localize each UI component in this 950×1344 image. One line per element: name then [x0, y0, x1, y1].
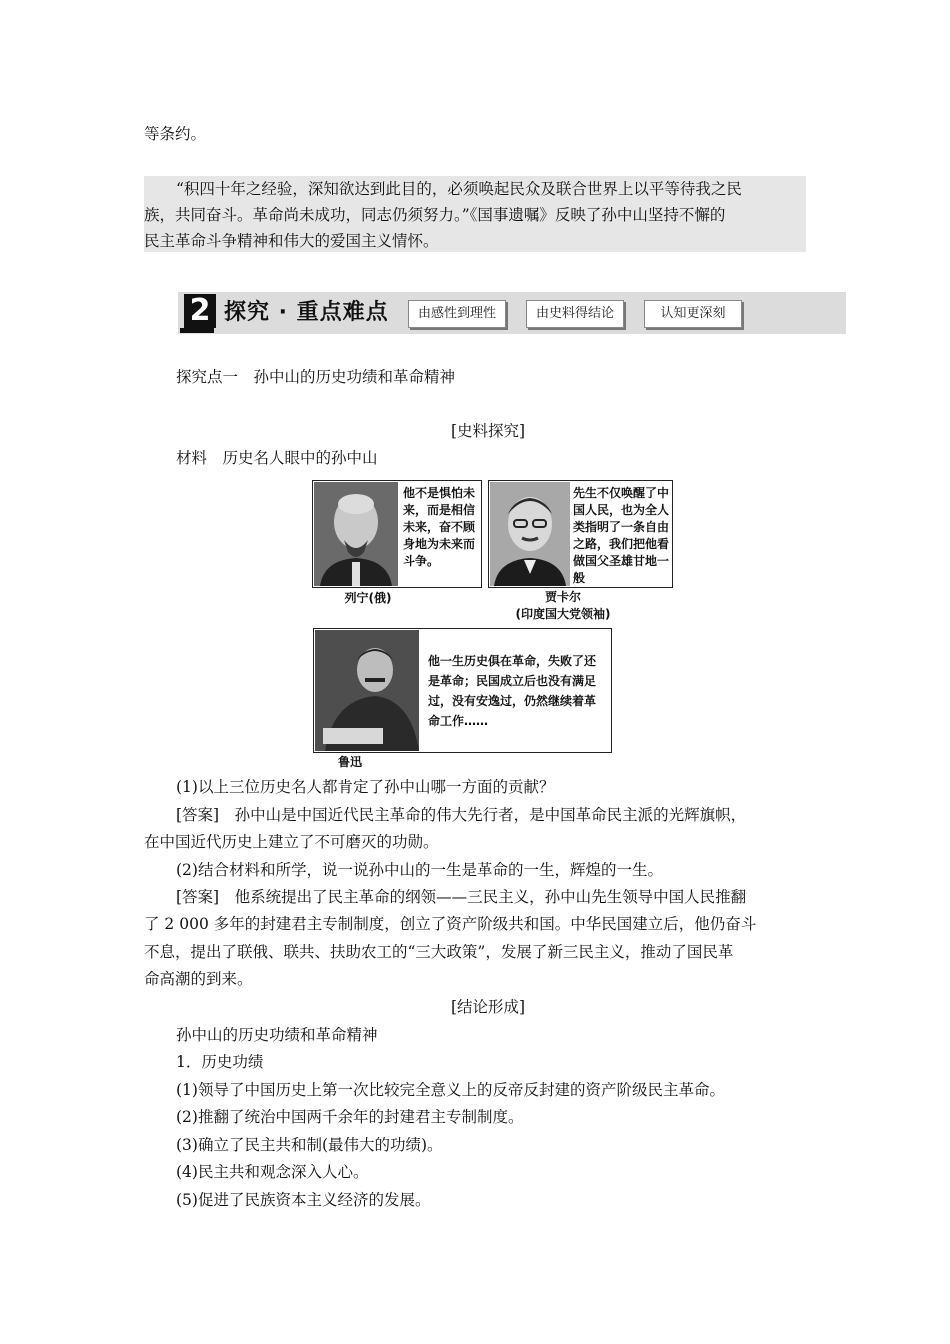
list-item: (4)民主共和观念深入人心。 — [176, 1163, 369, 1181]
section-number-underline — [180, 328, 214, 333]
answer-1-line-2: 在中国近代历史上建立了不可磨灭的功勋。 — [144, 833, 439, 851]
banner-pill-1: 由感性到理性 — [408, 300, 506, 328]
list-item: (2)推翻了统治中国两千余年的封建君主专制制度。 — [176, 1108, 524, 1126]
conclusion-title: 孙中山的历史功绩和革命精神 — [176, 1026, 378, 1044]
list-title: 1．历史功绩 — [176, 1053, 264, 1071]
question-1: (1)以上三位历史名人都肯定了孙中山哪一方面的贡献？ — [176, 778, 555, 796]
jiakaer-caption-title: (印度国大党领袖) — [515, 607, 611, 621]
answer-2-line-3: 不息，提出了联俄、联共、扶助农工的“三大政策”，发展了新三民主义，推动了国民革 — [144, 943, 734, 961]
list-item: (5)促进了民族资本主义经济的发展。 — [176, 1191, 431, 1209]
luxun-portrait-image — [315, 630, 419, 751]
section-number-badge — [180, 292, 218, 334]
answer-1-line-1: [答案] 孙中山是中国近代民主革命的伟大先行者，是中国革命民主派的光辉旗帜， — [176, 806, 747, 824]
lenin-portrait-image — [314, 482, 398, 586]
section-heading: 探究点一 孙中山的历史功绩和革命精神 — [176, 368, 456, 386]
jiakaer-caption-name: 贾卡尔 — [544, 590, 581, 604]
question-2: (2)结合材料和所学，说一说孙中山的一生是革命的一生，辉煌的一生。 — [176, 861, 663, 879]
quote-line-2: 族，共同奋斗。革命尚未成功，同志仍须努力。”《国事遗嘱》反映了孙中山坚持不懈的 — [144, 206, 726, 224]
luxun-quote: 他一生历史俱在革命，失败了还是革命；民国成立后也没有满足过，没有安逸过，仍然继续着革命工作…… — [428, 654, 597, 728]
banner-title: 探究 · 重点难点 — [224, 300, 389, 325]
list-item: (3)确立了民主共和制(最伟大的功绩)。 — [176, 1136, 443, 1154]
lenin-caption: 列宁(俄) — [344, 591, 392, 605]
jiakaer-card — [488, 480, 673, 588]
sub-heading-conclusion: [结论形成] — [451, 998, 526, 1016]
sub-heading-sources: [史料探究] — [451, 422, 526, 440]
jiakaer-portrait-image — [490, 482, 570, 586]
lenin-quote: 他不是惧怕未来，而是相信未来，奋不顾身地为未来而斗争。 — [403, 486, 476, 568]
list-item: (1)领导了中国历史上第一次比较完全意义上的反帝反封建的资产阶级民主革命。 — [176, 1081, 725, 1099]
luxun-caption: 鲁迅 — [337, 755, 362, 769]
answer-2-line-4: 命高潮的到来。 — [144, 970, 253, 988]
banner-pill-2: 由史料得结论 — [526, 300, 624, 328]
luxun-card — [313, 628, 612, 753]
quote-line-3: 民主革命斗争精神和伟大的爱国主义情怀。 — [144, 232, 439, 250]
lenin-card — [312, 480, 482, 588]
jiakaer-quote: 先生不仅唤醒了中国人民，也为全人类指明了一条自由之路，我们把他看做国父圣雄甘地一般 — [573, 486, 670, 585]
top-text: 等条约。 — [144, 125, 207, 143]
section-number: 2 — [184, 294, 216, 328]
answer-2-line-1: [答案] 他系统提出了民主革命的纲领——三民主义，孙中山先生领导中国人民推翻 — [176, 888, 747, 906]
answer-2-line-2: 了 2 000 多年的封建君主专制制度，创立了资产阶级共和国。中华民国建立后，他仍奋斗 — [144, 915, 757, 933]
jiakaer-portrait-icon — [490, 482, 570, 586]
quote-line-1: “积四十年之经验，深知欲达到此目的，必须唤起民众及联合世界上以平等待我之民 — [176, 180, 742, 198]
lenin-portrait-icon — [314, 482, 398, 586]
section-banner — [178, 292, 846, 334]
material-title: 材料 历史名人眼中的孙中山 — [176, 449, 378, 467]
luxun-portrait-icon — [315, 630, 419, 751]
banner-pill-3: 认知更深刻 — [644, 300, 742, 328]
